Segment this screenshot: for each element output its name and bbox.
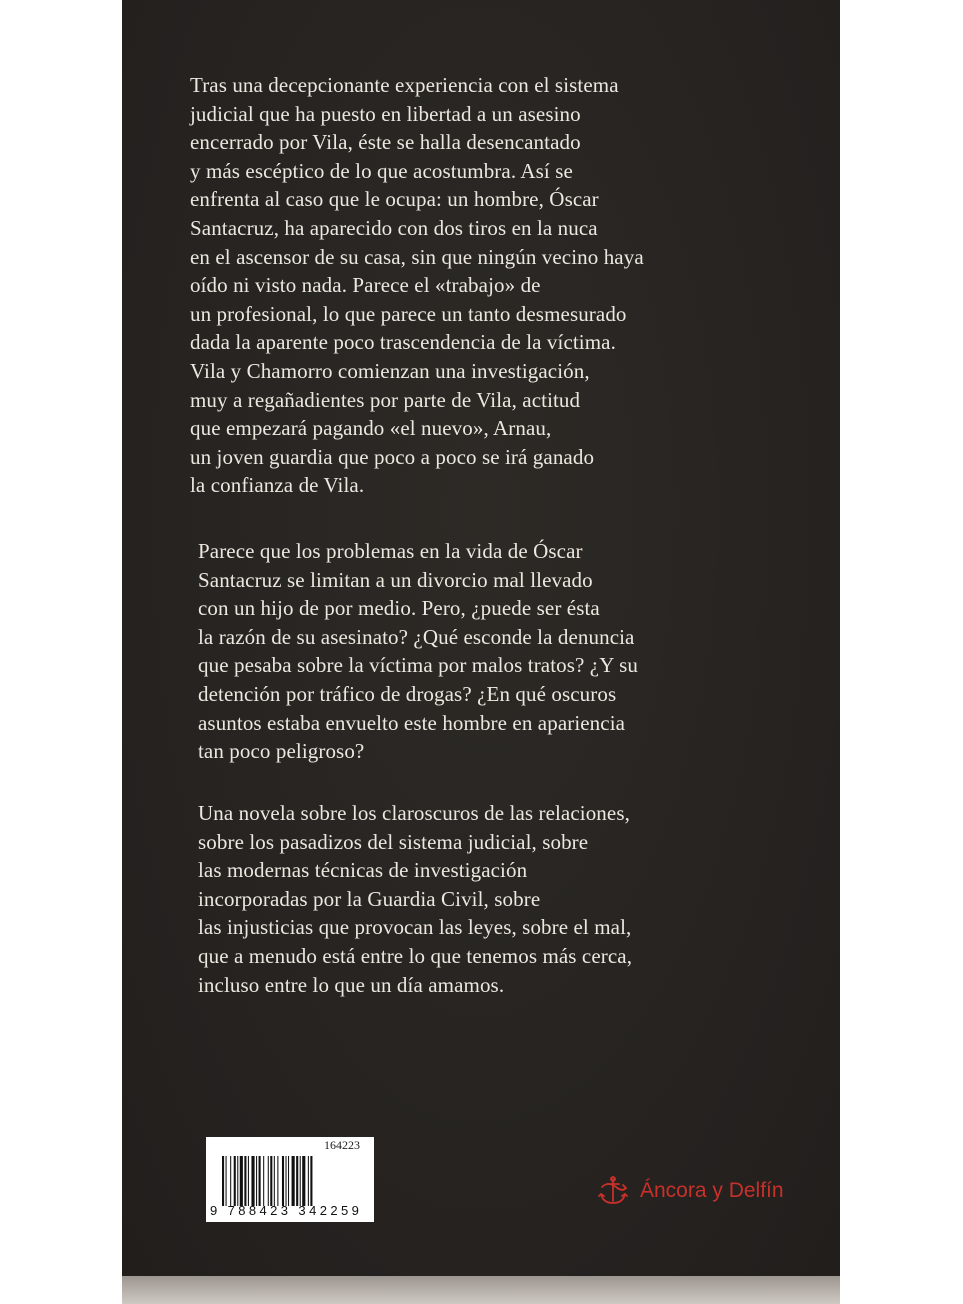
text-line: que a menudo está entre lo que tenemos más cerca, xyxy=(198,943,633,968)
text-line: enfrenta al caso que le ocupa: un hombre, Óscar xyxy=(190,187,599,212)
text-line: con un hijo de por medio. Pero, ¿puede ser ésta xyxy=(198,596,600,621)
synopsis-paragraph-1 xyxy=(190,71,644,500)
text-line: la razón de su asesinato? ¿Qué esconde la denuncia xyxy=(198,624,635,649)
publisher-logo xyxy=(596,1174,784,1208)
text-line: judicial que ha puesto en libertad a un asesino xyxy=(190,101,581,126)
text-line: Parece que los problemas en la vida de Óscar xyxy=(198,539,583,563)
isbn-number: 9 788423 342259 xyxy=(210,1203,363,1218)
text-line: tan poco peligroso? xyxy=(198,739,365,764)
synopsis-paragraph-2 xyxy=(198,537,638,766)
text-line: asuntos estaba envuelto este hombre en apariencia xyxy=(198,710,626,735)
text-line: que empezará pagando «el nuevo», Arnau, xyxy=(190,416,552,441)
text-line: muy a regañadientes por parte de Vila, actitud xyxy=(190,387,581,412)
text-line: oído ni visto nada. Parece el «trabajo» de xyxy=(190,273,541,298)
text-line: encerrado por Vila, éste se halla desencantado xyxy=(190,130,581,155)
text-line: las injusticias que provocan las leyes, sobre el mal, xyxy=(198,915,632,940)
text-line: detención por tráfico de drogas? ¿En qué oscuros xyxy=(198,681,617,706)
text-line: Una novela sobre los claroscuros de las relaciones, xyxy=(198,801,630,825)
text-line: un joven guardia que poco a poco se irá ganado xyxy=(190,444,595,469)
text-line: que pesaba sobre la víctima por malos tratos? ¿Y su xyxy=(198,653,638,678)
text-line: Santacruz se limitan a un divorcio mal llevado xyxy=(198,567,593,592)
text-line: las modernas técnicas de investigación xyxy=(198,858,528,883)
text-line: un profesional, lo que parece un tanto desmesurado xyxy=(190,301,627,326)
barcode-internal-code: 164223 xyxy=(324,1138,360,1152)
text-line: incluso entre lo que un día amamos. xyxy=(198,972,505,997)
text-line: Vila y Chamorro comienzan una investigación, xyxy=(190,358,590,383)
anchor-dolphin-logo-icon xyxy=(596,1175,630,1207)
cover-bottom-edge xyxy=(122,1276,840,1304)
synopsis-paragraph-3 xyxy=(198,799,632,999)
text-line: en el ascensor de su casa, sin que ningún vecino haya xyxy=(190,244,644,269)
publisher-name: Áncora y Delfín xyxy=(640,1179,784,1202)
text-line: Santacruz, ha aparecido con dos tiros en la nuca xyxy=(190,215,598,240)
text-line: dada la aparente poco trascendencia de la víctima. xyxy=(190,330,616,355)
text-line: Tras una decepcionante experiencia con el sistema xyxy=(190,73,619,97)
text-line: sobre los pasadizos del sistema judicial, sobre xyxy=(198,829,589,854)
text-line: la confianza de Vila. xyxy=(190,473,365,498)
barcode-bars xyxy=(222,1156,370,1206)
text-line: incorporadas por la Guardia Civil, sobre xyxy=(198,886,541,911)
text-line: y más escéptico de lo que acostumbra. Así se xyxy=(190,158,573,183)
